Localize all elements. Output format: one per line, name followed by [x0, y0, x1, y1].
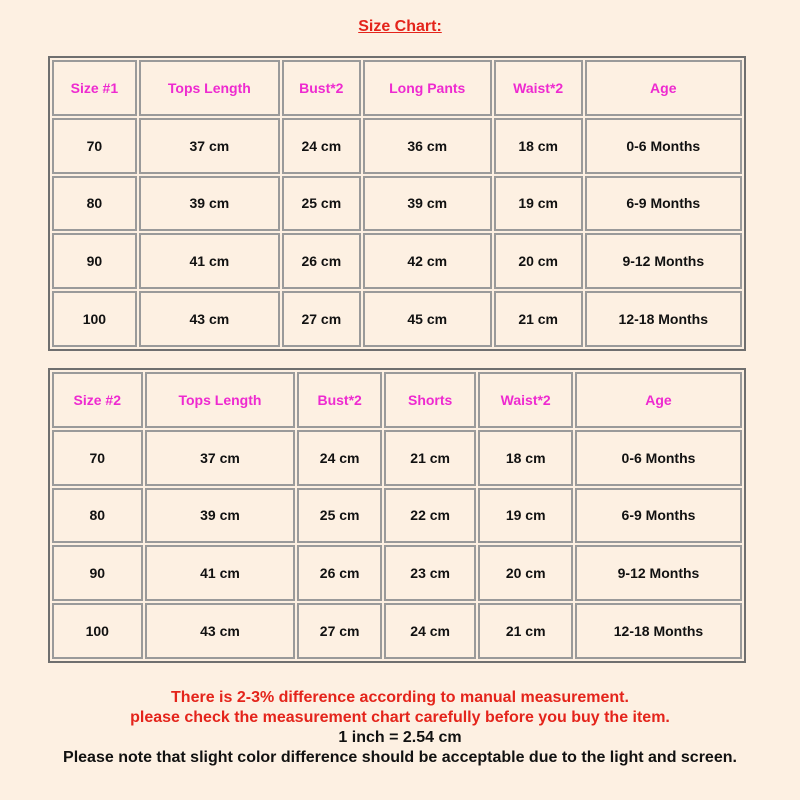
table-cell: 19 cm: [494, 176, 583, 232]
header-cell: Long Pants: [363, 60, 492, 116]
table-cell: 12-18 Months: [575, 603, 742, 659]
table-cell: 22 cm: [384, 488, 477, 544]
table-cell: 45 cm: [363, 291, 492, 347]
table-row: [52, 118, 742, 174]
table-cell: 41 cm: [145, 545, 296, 601]
table-cell: 0-6 Months: [585, 118, 742, 174]
table-cell: 27 cm: [282, 291, 361, 347]
table-cell: 18 cm: [494, 118, 583, 174]
table-row: [52, 430, 742, 486]
table-row: [52, 176, 742, 232]
header-cell: Shorts: [384, 372, 477, 428]
header-cell: Waist*2: [494, 60, 583, 116]
table-cell: 39 cm: [139, 176, 280, 232]
table-row: [52, 291, 742, 347]
table-cell: 21 cm: [384, 430, 477, 486]
table-cell: 43 cm: [145, 603, 296, 659]
table-row: [52, 233, 742, 289]
table-cell: 9-12 Months: [585, 233, 742, 289]
table-cell: 70: [52, 430, 143, 486]
size-table-1: [48, 56, 746, 351]
table-cell: 24 cm: [282, 118, 361, 174]
size-chart-title: Size Chart:: [358, 18, 442, 35]
table-cell: 25 cm: [282, 176, 361, 232]
table-cell: 26 cm: [297, 545, 381, 601]
table-cell: 9-12 Months: [575, 545, 742, 601]
table-cell: 70: [52, 118, 137, 174]
table-cell: 37 cm: [139, 118, 280, 174]
note-check-chart: please check the measurement chart carefully before you buy the item.: [130, 709, 670, 726]
header-cell: Tops Length: [139, 60, 280, 116]
table-cell: 21 cm: [494, 291, 583, 347]
table-header-row: [52, 372, 742, 428]
table-cell: 39 cm: [145, 488, 296, 544]
table-cell: 90: [52, 545, 143, 601]
header-cell: Age: [585, 60, 742, 116]
note-inch-conversion: 1 inch = 2.54 cm: [338, 729, 462, 746]
table-cell: 39 cm: [363, 176, 492, 232]
table-cell: 36 cm: [363, 118, 492, 174]
table-cell: 26 cm: [282, 233, 361, 289]
note-color-difference: Please note that slight color difference should be acceptable due to the light and screen.: [63, 749, 737, 766]
table-cell: 100: [52, 291, 137, 347]
table-row: [52, 545, 742, 601]
header-cell: Waist*2: [478, 372, 573, 428]
notes-block: [0, 688, 800, 768]
table-cell: 21 cm: [478, 603, 573, 659]
header-cell: Size #1: [52, 60, 137, 116]
header-cell: Bust*2: [297, 372, 381, 428]
size-table-2: [48, 368, 746, 663]
table-cell: 18 cm: [478, 430, 573, 486]
table-cell: 23 cm: [384, 545, 477, 601]
header-cell: Size #2: [52, 372, 143, 428]
table-cell: 27 cm: [297, 603, 381, 659]
table-cell: 19 cm: [478, 488, 573, 544]
header-cell: Bust*2: [282, 60, 361, 116]
table-cell: 20 cm: [478, 545, 573, 601]
table-cell: 24 cm: [384, 603, 477, 659]
table-cell: 6-9 Months: [585, 176, 742, 232]
table-cell: 80: [52, 488, 143, 544]
table-cell: 43 cm: [139, 291, 280, 347]
table-row: [52, 603, 742, 659]
table-header-row: [52, 60, 742, 116]
table-cell: 41 cm: [139, 233, 280, 289]
table-cell: 0-6 Months: [575, 430, 742, 486]
table-row: [52, 488, 742, 544]
header-cell: Tops Length: [145, 372, 296, 428]
table-cell: 80: [52, 176, 137, 232]
table-cell: 42 cm: [363, 233, 492, 289]
note-measurement-difference: There is 2-3% difference according to manual measurement.: [171, 689, 629, 706]
table-cell: 24 cm: [297, 430, 381, 486]
table-cell: 100: [52, 603, 143, 659]
table-cell: 6-9 Months: [575, 488, 742, 544]
table-cell: 90: [52, 233, 137, 289]
header-cell: Age: [575, 372, 742, 428]
table-cell: 37 cm: [145, 430, 296, 486]
table-cell: 12-18 Months: [585, 291, 742, 347]
table-cell: 20 cm: [494, 233, 583, 289]
table-cell: 25 cm: [297, 488, 381, 544]
